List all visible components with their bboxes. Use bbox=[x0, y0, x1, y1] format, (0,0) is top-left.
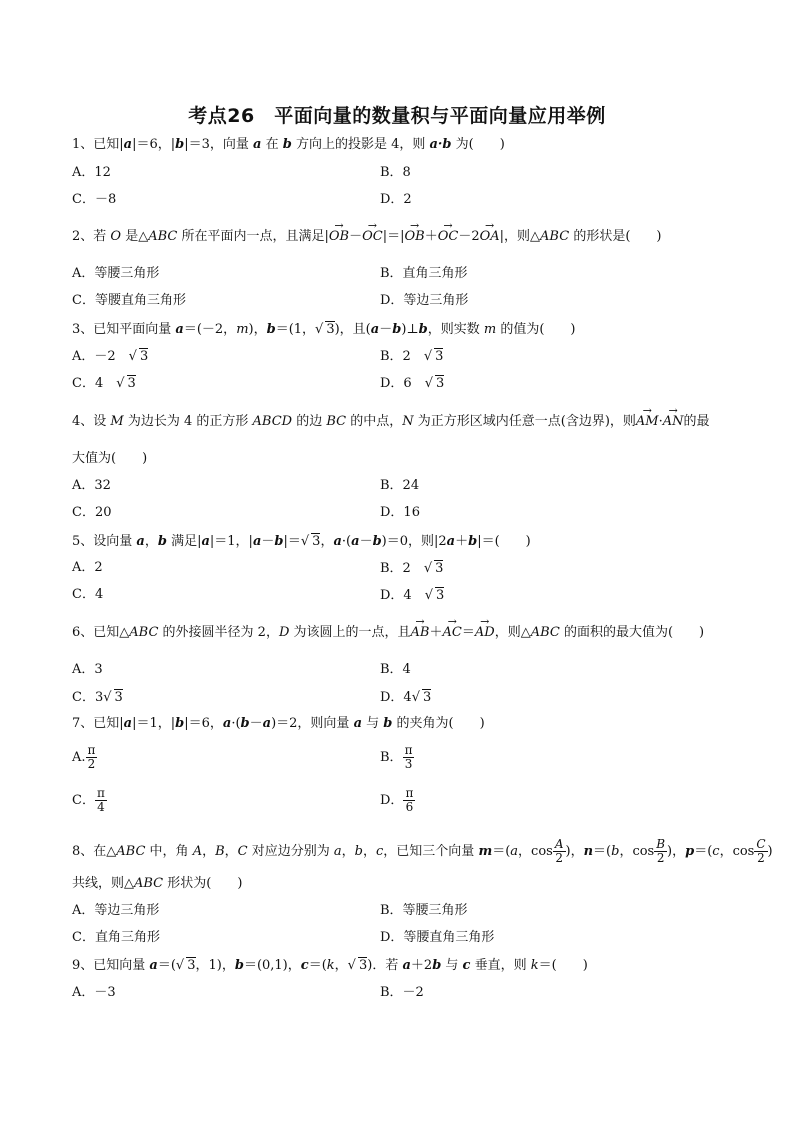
q3-option-c[interactable]: C．4 √ 3 bbox=[72, 376, 136, 391]
q8-option-b[interactable]: B．等腰三角形 bbox=[380, 903, 468, 918]
q9-option-b[interactable]: B．－2 bbox=[380, 985, 424, 1000]
q5-option-c[interactable]: C．4 bbox=[72, 587, 104, 602]
question-6: 6、已知△ABC 的外接圆半径为 2，D 为该圆上的一点，且→ AB＋→ AC＝→ AD，则△ABC 的面积的最大值为( ) bbox=[72, 625, 732, 641]
vector-am: → AM bbox=[636, 414, 659, 430]
q7-option-b[interactable]: B． $\frac{\pi}{3}$ bbox=[380, 743, 413, 771]
question-1: 1、已知|a|＝6，|b|＝3，向量 a 在 b 方向上的投影是 4，则 a·b 为( ) bbox=[72, 137, 505, 152]
vector-oc: → OC bbox=[438, 229, 459, 245]
fraction-a-over-2: $\frac{A}{2}$ bbox=[554, 837, 564, 865]
fraction-pi-over-3: $\frac{\pi}{3}$ bbox=[404, 743, 413, 771]
fraction-pi-over-6: $\frac{\pi}{6}$ bbox=[405, 786, 414, 814]
q3-option-d[interactable]: D．6 √ 3 bbox=[380, 376, 445, 391]
q2-option-c[interactable]: C．等腰直角三角形 bbox=[72, 293, 186, 308]
question-4: 4、设 M 为边长为 4 的正方形 ABCD 的边 BC 的中点，N 为正方形区域内任意一点(含边界)，则→ AM·→ AN的最 bbox=[72, 414, 732, 430]
q2-option-a[interactable]: A．等腰三角形 bbox=[72, 266, 160, 281]
vector-ab: → AB bbox=[411, 625, 430, 641]
question-2: 2、若 O 是△ABC 所在平面内一点，且满足|→ OB－→ OC|＝|→ OB＋→ OC－2→ OA|，则△ABC 的形状是( ) bbox=[72, 229, 732, 245]
question-8-continued: 共线，则△ABC 形状为( ) bbox=[72, 876, 243, 891]
question-8: 8、在△ABC 中，角 A，B，C 对应边分别为 a，b，c，已知三个向量 m＝(a，cos $\frac{A}{2}$ )，n＝(b，cos $\frac{B}{2}$ )，p＝(c，cos $\frac{C}{2}$ ) bbox=[72, 837, 773, 865]
fraction-c-over-2: $\frac{C}{2}$ bbox=[756, 837, 766, 865]
page-title: 考点26 平面向量的数量积与平面向量应用举例 bbox=[188, 105, 606, 127]
question-4-continued: 大值为( ) bbox=[72, 451, 148, 466]
q1-option-c[interactable]: C．－8 bbox=[72, 192, 117, 207]
question-5: 5、设向量 a，b 满足|a|＝1，|a－b|＝√ 3，a·(a－b)＝0，则|2a＋b|＝( ) bbox=[72, 534, 531, 549]
q2-option-d[interactable]: D．等边三角形 bbox=[380, 293, 469, 308]
vector-an: → AN bbox=[663, 414, 684, 430]
q6-option-c[interactable]: C．3√ 3 bbox=[72, 690, 123, 705]
vector-oc: → OC bbox=[362, 229, 383, 245]
q5-option-a[interactable]: A．2 bbox=[72, 560, 103, 575]
q7-option-c[interactable]: C． $\frac{\pi}{4}$ bbox=[72, 786, 105, 814]
q3-option-a[interactable]: A．－2 √ 3 bbox=[72, 349, 149, 364]
fraction-pi-over-2: $\frac{\pi}{2}$ bbox=[87, 743, 96, 771]
q4-option-c[interactable]: C．20 bbox=[72, 505, 112, 520]
vector-ob: → OB bbox=[404, 229, 424, 245]
fraction-b-over-2: $\frac{B}{2}$ bbox=[656, 837, 666, 865]
q1-option-a[interactable]: A．12 bbox=[72, 165, 111, 180]
q4-option-d[interactable]: D．16 bbox=[380, 505, 420, 520]
q6-option-b[interactable]: B．4 bbox=[380, 662, 411, 677]
fraction-pi-over-4: $\frac{\pi}{4}$ bbox=[96, 786, 105, 814]
vector-oa: → OA bbox=[480, 229, 500, 245]
q5-option-b[interactable]: B．2 √ 3 bbox=[380, 561, 444, 576]
q8-option-d[interactable]: D．等腰直角三角形 bbox=[380, 930, 495, 945]
q9-option-a[interactable]: A．－3 bbox=[72, 985, 116, 1000]
vector-ac: → AC bbox=[443, 625, 462, 641]
vector-ob: → OB bbox=[329, 229, 349, 245]
q4-option-a[interactable]: A．32 bbox=[72, 478, 111, 493]
question-7: 7、已知|a|＝1，|b|＝6，a·(b－a)＝2，则向量 a 与 b 的夹角为( ) bbox=[72, 716, 485, 731]
question-3: 3、已知平面向量 a＝(－2，m)，b＝(1，√ 3)，且(a－b)⊥b，则实数 m 的值为( ) bbox=[72, 322, 576, 337]
q6-option-a[interactable]: A．3 bbox=[72, 662, 103, 677]
question-9: 9、已知向量 a＝(√ 3，1)，b＝(0,1)，c＝(k，√ 3)．若 a＋2b 与 c 垂直，则 k＝( ) bbox=[72, 958, 588, 973]
q3-option-b[interactable]: B．2 √ 3 bbox=[380, 349, 444, 364]
vector-ad: → AD bbox=[475, 625, 495, 641]
q8-option-a[interactable]: A．等边三角形 bbox=[72, 903, 160, 918]
q2-option-b[interactable]: B．直角三角形 bbox=[380, 266, 468, 281]
q4-option-b[interactable]: B．24 bbox=[380, 478, 420, 493]
q7-option-d[interactable]: D． $\frac{\pi}{6}$ bbox=[380, 786, 414, 814]
q1-option-d[interactable]: D．2 bbox=[380, 192, 412, 207]
q6-option-d[interactable]: D．4√ 3 bbox=[380, 690, 432, 705]
q5-option-d[interactable]: D．4 √ 3 bbox=[380, 588, 445, 603]
q1-option-b[interactable]: B．8 bbox=[380, 165, 411, 180]
q8-option-c[interactable]: C．直角三角形 bbox=[72, 930, 160, 945]
q7-option-a[interactable]: A. $\frac{\pi}{2}$ bbox=[72, 743, 96, 771]
